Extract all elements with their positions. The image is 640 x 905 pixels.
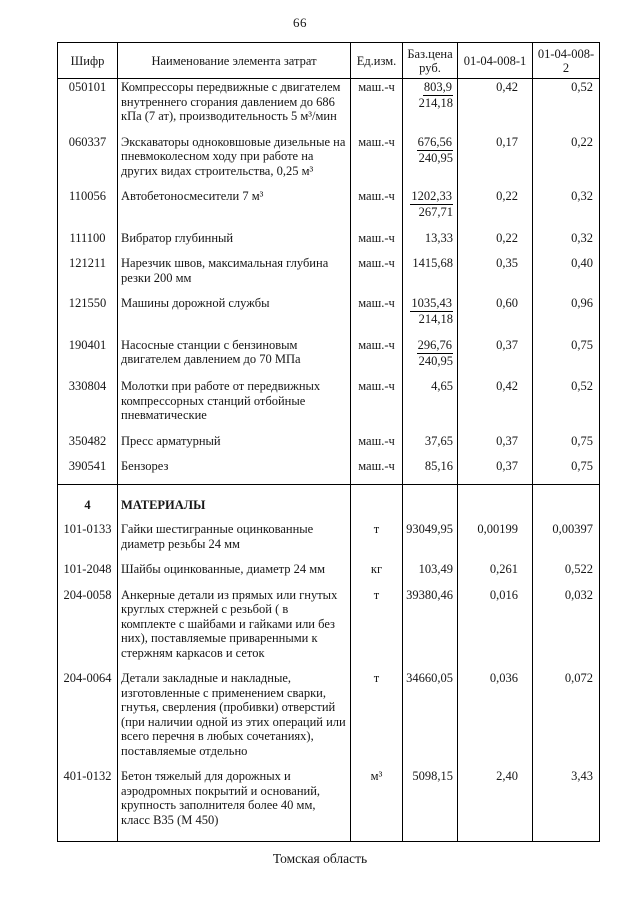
price-cell: 34660,05 bbox=[403, 670, 458, 768]
column-header: Баз.цена руб. bbox=[403, 43, 458, 79]
name-cell: Гайки шестигранные оцинкованные диаметр резьбы 24 мм bbox=[118, 521, 351, 561]
value-2-cell: 0,75 bbox=[533, 337, 600, 379]
unit-cell: т bbox=[351, 670, 403, 768]
code-cell: 121550 bbox=[58, 295, 118, 337]
value-1-cell: 0,22 bbox=[458, 230, 533, 256]
unit-cell: маш.-ч bbox=[351, 79, 403, 134]
value-1-cell bbox=[458, 484, 533, 521]
table-row bbox=[58, 433, 600, 459]
code-cell: 204-0058 bbox=[58, 587, 118, 671]
table-row bbox=[58, 255, 600, 295]
code-cell: 4 bbox=[58, 484, 118, 521]
unit-cell: маш.-ч bbox=[351, 433, 403, 459]
unit-cell: маш.-ч bbox=[351, 337, 403, 379]
value-1-cell: 0,016 bbox=[458, 587, 533, 671]
column-header: 01-04-008-2 bbox=[533, 43, 600, 79]
column-header: Наименование элемента затрат bbox=[118, 43, 351, 79]
price-numerator: 803,9 bbox=[423, 80, 452, 94]
price-cell: 4,65 bbox=[403, 378, 458, 433]
table-row bbox=[58, 134, 600, 189]
code-cell: 060337 bbox=[58, 134, 118, 189]
code-cell: 401-0132 bbox=[58, 768, 118, 842]
region-footer: Томская область bbox=[272, 851, 368, 866]
value-1-cell: 0,37 bbox=[458, 337, 533, 379]
unit-cell: кг bbox=[351, 561, 403, 587]
table-row bbox=[58, 768, 600, 842]
price-cell: 85,16 bbox=[403, 458, 458, 484]
price-cell bbox=[403, 484, 458, 521]
value-2-cell: 0,52 bbox=[533, 378, 600, 433]
name-cell: Бензорез bbox=[118, 458, 351, 484]
value-2-cell: 0,52 bbox=[533, 79, 600, 134]
table-row bbox=[58, 79, 600, 134]
value-2-cell: 0,00397 bbox=[533, 521, 600, 561]
column-header: Ед.изм. bbox=[351, 43, 403, 79]
value-1-cell: 0,60 bbox=[458, 295, 533, 337]
price-cell: 13,33 bbox=[403, 230, 458, 256]
code-cell: 204-0064 bbox=[58, 670, 118, 768]
code-cell: 190401 bbox=[58, 337, 118, 379]
value-2-cell: 0,32 bbox=[533, 230, 600, 256]
unit-cell: маш.-ч bbox=[351, 188, 403, 230]
page-number: 66 bbox=[293, 15, 307, 30]
unit-cell: м³ bbox=[351, 768, 403, 842]
value-2-cell: 0,96 bbox=[533, 295, 600, 337]
price-denominator: 267,71 bbox=[418, 205, 453, 219]
code-cell: 121211 bbox=[58, 255, 118, 295]
unit-cell: маш.-ч bbox=[351, 230, 403, 256]
table-row bbox=[58, 295, 600, 337]
price-cell: 103,49 bbox=[403, 561, 458, 587]
name-cell: Шайбы оцинкованные, диаметр 24 мм bbox=[118, 561, 351, 587]
unit-cell bbox=[351, 484, 403, 521]
value-1-cell: 0,17 bbox=[458, 134, 533, 189]
name-cell: МАТЕРИАЛЫ bbox=[118, 484, 351, 521]
price-cell: 93049,95 bbox=[403, 521, 458, 561]
name-cell: Компрессоры передвижные с двигателем внутреннего сгорания давлением до 686 кПа (7 ат), производительность 5 м³/мин bbox=[118, 79, 351, 134]
table-row bbox=[58, 230, 600, 256]
name-cell: Экскаваторы одноковшовые дизельные на пневмоколесном ходу при работе на других видах строительства, 0,25 м³ bbox=[118, 134, 351, 189]
code-cell: 050101 bbox=[58, 79, 118, 134]
unit-cell: маш.-ч bbox=[351, 255, 403, 295]
value-1-cell: 2,40 bbox=[458, 768, 533, 842]
price-numerator: 1035,43 bbox=[411, 296, 452, 310]
name-cell: Детали закладные и накладные, изготовленные с применением сварки, гнутья, сверления (пробивки) отверстий (при наличии одной из этих операций или всего перечня в любых сочетаниях), поставляемые отдельно bbox=[118, 670, 351, 768]
price-denominator: 240,95 bbox=[418, 353, 453, 368]
name-cell: Насосные станции с бензиновым двигателем давлением до 70 МПа bbox=[118, 337, 351, 379]
price-denominator: 240,95 bbox=[418, 150, 453, 165]
code-cell: 330804 bbox=[58, 378, 118, 433]
price-cell: 1415,68 bbox=[403, 255, 458, 295]
unit-cell: маш.-ч bbox=[351, 295, 403, 337]
code-cell: 390541 bbox=[58, 458, 118, 484]
value-1-cell: 0,35 bbox=[458, 255, 533, 295]
value-2-cell: 0,522 bbox=[533, 561, 600, 587]
unit-cell: т bbox=[351, 587, 403, 671]
price-numerator: 676,56 bbox=[417, 134, 452, 149]
code-cell: 111100 bbox=[58, 230, 118, 256]
cost-table bbox=[57, 42, 600, 842]
value-2-cell: 0,22 bbox=[533, 134, 600, 189]
table-row bbox=[58, 587, 600, 671]
price-numerator: 1202,33 bbox=[411, 189, 452, 203]
price-cell: 37,65 bbox=[403, 433, 458, 459]
value-1-cell: 0,42 bbox=[458, 378, 533, 433]
price-cell: 39380,46 bbox=[403, 587, 458, 671]
value-1-cell: 0,37 bbox=[458, 458, 533, 484]
column-header: 01-04-008-1 bbox=[458, 43, 533, 79]
name-cell: Пресс арматурный bbox=[118, 433, 351, 459]
price-cell bbox=[403, 79, 458, 134]
value-2-cell: 0,072 bbox=[533, 670, 600, 768]
price-cell bbox=[403, 295, 458, 337]
value-1-cell: 0,37 bbox=[458, 433, 533, 459]
value-1-cell: 0,036 bbox=[458, 670, 533, 768]
value-2-cell: 0,032 bbox=[533, 587, 600, 671]
column-header: Шифр bbox=[58, 43, 118, 79]
name-cell: Бетон тяжелый для дорожных и аэродромных покрытий и оснований, крупность заполнителя более 40 мм, класс В35 (М 450) bbox=[118, 768, 351, 842]
price-cell: 5098,15 bbox=[403, 768, 458, 842]
table-row bbox=[58, 458, 600, 484]
unit-cell: маш.-ч bbox=[351, 458, 403, 484]
value-2-cell: 3,43 bbox=[533, 768, 600, 842]
value-1-cell: 0,00199 bbox=[458, 521, 533, 561]
code-cell: 101-2048 bbox=[58, 561, 118, 587]
table-row bbox=[58, 670, 600, 768]
name-cell: Анкерные детали из прямых или гнутых круглых стержней с резьбой ( в комплекте с шайбами и гайками или без них), поставляемые приваренными к стержням каркасов и сеток bbox=[118, 587, 351, 671]
value-2-cell: 0,75 bbox=[533, 433, 600, 459]
price-cell bbox=[403, 188, 458, 230]
name-cell: Автобетоносмесители 7 м³ bbox=[118, 188, 351, 230]
code-cell: 101-0133 bbox=[58, 521, 118, 561]
name-cell: Нарезчик швов, максимальная глубина резки 200 мм bbox=[118, 255, 351, 295]
table-header-row bbox=[58, 43, 600, 79]
price-cell bbox=[403, 134, 458, 189]
value-1-cell: 0,22 bbox=[458, 188, 533, 230]
table-row bbox=[58, 378, 600, 433]
value-2-cell bbox=[533, 484, 600, 521]
value-2-cell: 0,75 bbox=[533, 458, 600, 484]
table-row bbox=[58, 521, 600, 561]
unit-cell: т bbox=[351, 521, 403, 561]
value-1-cell: 0,42 bbox=[458, 79, 533, 134]
name-cell: Молотки при работе от передвижных компрессорных станций отбойные пневматические bbox=[118, 378, 351, 433]
table-row bbox=[58, 188, 600, 230]
code-cell: 110056 bbox=[58, 188, 118, 230]
value-2-cell: 0,32 bbox=[533, 188, 600, 230]
value-2-cell: 0,40 bbox=[533, 255, 600, 295]
table-row bbox=[58, 337, 600, 379]
price-cell bbox=[403, 337, 458, 379]
value-1-cell: 0,261 bbox=[458, 561, 533, 587]
unit-cell: маш.-ч bbox=[351, 134, 403, 189]
price-denominator: 214,18 bbox=[418, 312, 453, 326]
unit-cell: маш.-ч bbox=[351, 378, 403, 433]
table-row bbox=[58, 561, 600, 587]
name-cell: Вибратор глубинный bbox=[118, 230, 351, 256]
code-cell: 350482 bbox=[58, 433, 118, 459]
price-denominator: 214,18 bbox=[418, 96, 453, 110]
price-numerator: 296,76 bbox=[417, 337, 452, 352]
name-cell: Машины дорожной службы bbox=[118, 295, 351, 337]
section-row bbox=[58, 484, 600, 521]
